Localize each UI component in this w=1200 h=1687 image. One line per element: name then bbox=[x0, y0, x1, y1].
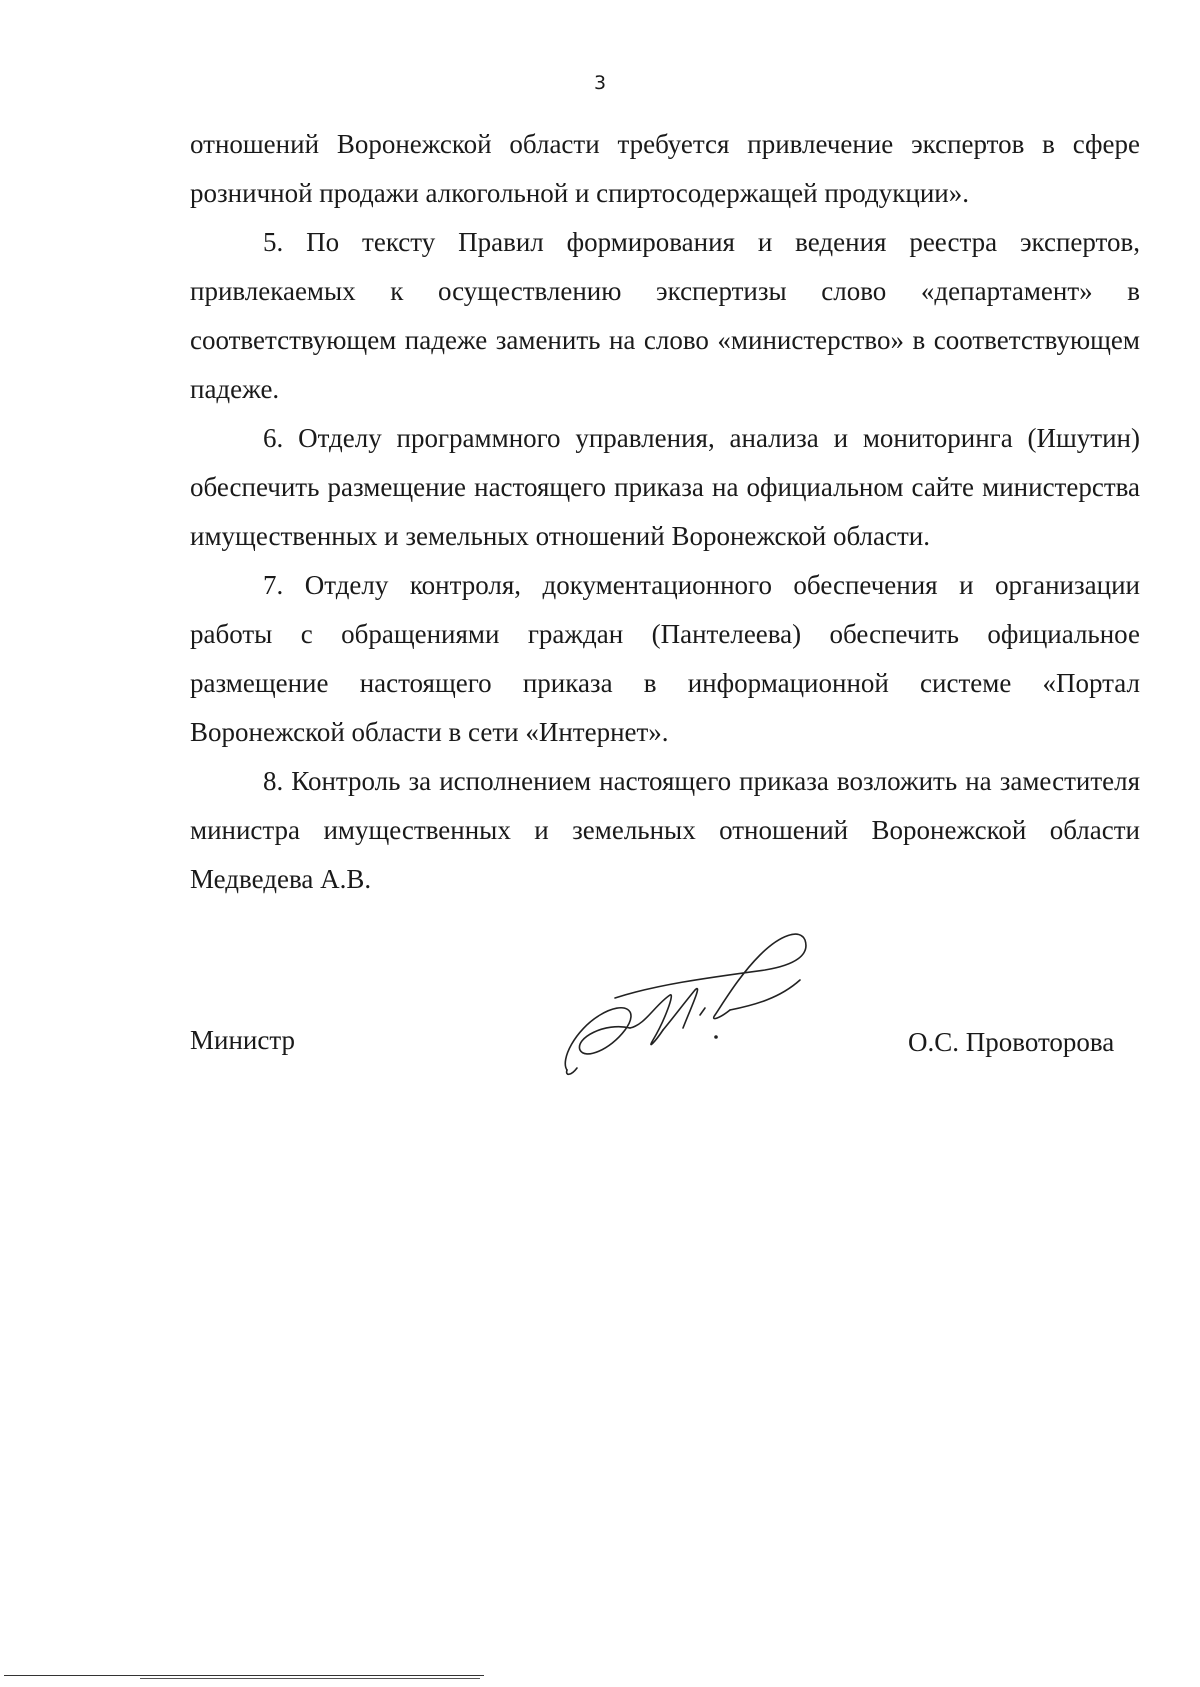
paragraph-continuation: отношений Воронежской области требуется привлечение экспертов в сфере розничной продажи алкогольной и спиртосодержащей продукции». bbox=[190, 129, 1140, 208]
document-body bbox=[190, 120, 1140, 904]
handwritten-signature bbox=[555, 910, 835, 1080]
page-number: 3 bbox=[593, 72, 607, 94]
paragraph-item-7: 7. Отделу контроля, документационного обеспечения и организации работы с обращениями граждан (Пантелеева) обеспечить официальное размещение настоящего приказа в информационной системе «Портал Воронежской области в сети «Интернет». bbox=[190, 570, 1140, 747]
footer-divider-secondary bbox=[140, 1678, 480, 1679]
footer-divider bbox=[4, 1675, 484, 1676]
paragraph-item-6: 6. Отделу программного управления, анализа и мониторинга (Ишутин) обеспечить размещение настоящего приказа на официальном сайте министерства имущественных и земельных отношений Воронежской области. bbox=[190, 423, 1140, 551]
signatory-title: Министр bbox=[190, 1025, 295, 1055]
paragraph-item-8: 8. Контроль за исполнением настоящего приказа возложить на заместителя министра имущественных и земельных отношений Воронежской области Медведева А.В. bbox=[190, 766, 1140, 894]
paragraph-item-5: 5. По тексту Правил формирования и ведения реестра экспертов, привлекаемых к осуществлению экспертизы слово «департамент» в соответствующем падеже заменить на слово «министерство» в соответствующем падеже. bbox=[190, 227, 1140, 404]
signatory-name: О.С. Провоторова bbox=[908, 1027, 1115, 1057]
